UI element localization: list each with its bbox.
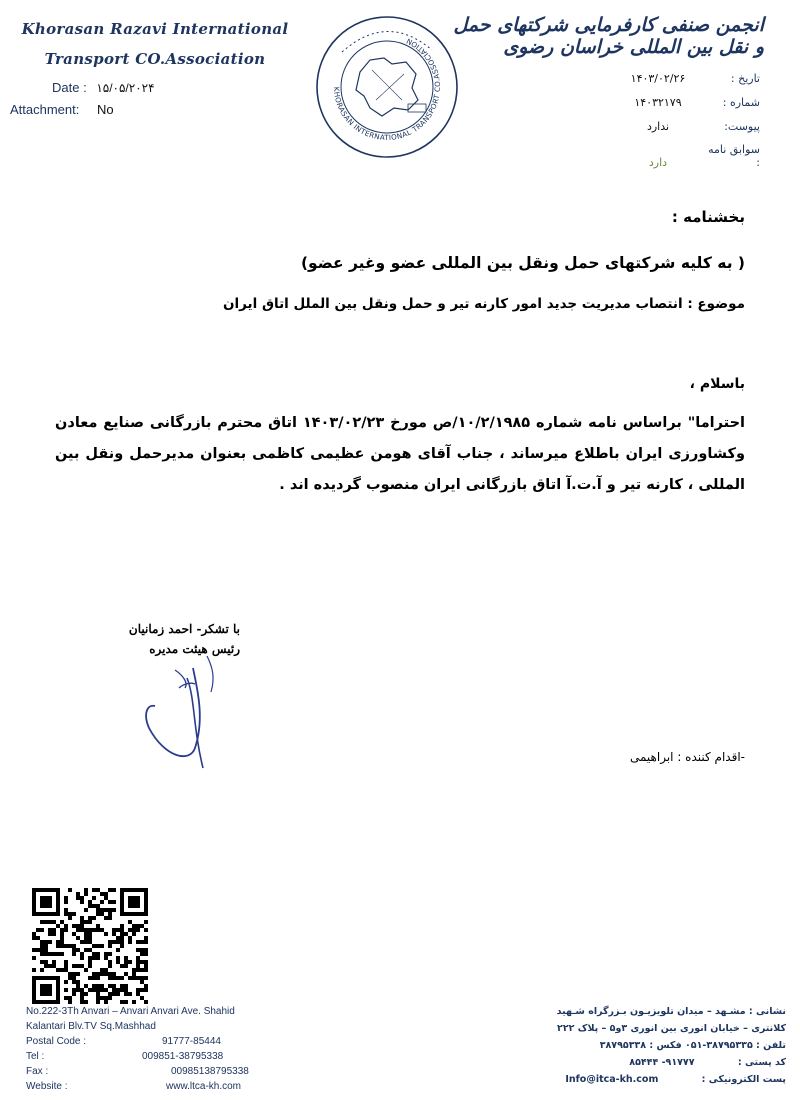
letter-body: احتراما" براساس نامه شماره ۱۰/۲/۱۹۸۵/ص مورخ ۱۴۰۳/۰۲/۲۳ اتاق محترم بازرگانی صنایع معادن وکشاورزی ایران باطلاع میرساند ، جناب آقای هومن عظیمی کاظمی بعنوان مدیرحمل ونقل بین المللی ، کارنه تیر و آ.ت.آ اتاق بازرگانی ایران منصوب گردیده اند .	[55, 415, 745, 493]
footer-postal-value: 91777-85444	[162, 1036, 221, 1047]
meta-number-value: ۱۴۰۳۲۱۷۹	[634, 96, 682, 109]
attachment-value: No	[97, 102, 114, 117]
meta-attachment-row	[560, 120, 760, 133]
footer-website-label: Website :	[26, 1081, 68, 1092]
meta-date-row	[560, 72, 760, 85]
letter-greeting: باسلام ،	[689, 376, 745, 392]
logo-ring-text: KHORASAN INTERNATIONAL TRANSPORT CO.ASSOCIATION	[331, 36, 443, 143]
meta-attachment-value: ندارد	[646, 120, 670, 133]
qr-code-icon	[32, 888, 148, 1004]
letter-recipients: ( به کلیه شرکتهای حمل ونقل بین المللی عضو وغیر عضو)	[300, 254, 745, 272]
meta-number-label: شماره :	[722, 96, 760, 109]
footer-fax-value: 00985138795338	[171, 1066, 249, 1077]
meta-attachment-label: پیوست:	[724, 120, 760, 133]
letter-subject: موضوع : انتصاب مدیریت جدید امور کارنه تیر و حمل ونقل بین الملل اتاق ایران	[223, 296, 745, 312]
svg-text:KHORASAN INTERNATIONAL TRANSPO	[332, 36, 442, 142]
footer-website-row	[26, 1081, 286, 1096]
attachment-label: Attachment:	[10, 102, 80, 117]
footer-fa-email-row	[546, 1074, 786, 1091]
footer-tel-value: 009851-38795338	[142, 1051, 224, 1062]
footer-postal-row	[26, 1036, 286, 1051]
footer-fa-postal-label: کد پستی :	[737, 1057, 786, 1068]
footer-fax-label: Fax :	[26, 1066, 49, 1077]
footer-fa-phone: تلفن : ۳۸۷۹۵۳۳۵-۰۵۱ فکس : ۳۸۷۹۵۳۳۸	[599, 1040, 786, 1051]
meta-history-value: دارد	[648, 156, 668, 169]
footer-address-line2: Kalantari Blv.TV Sq.Mashhad	[26, 1021, 156, 1032]
footer-fax-row	[26, 1066, 286, 1081]
date-value: ۱۵/۰۵/۲۰۲۴	[96, 81, 155, 95]
association-logo	[312, 12, 462, 162]
signature-line1: با تشکر- احمد زمانیان	[128, 622, 240, 636]
attachment-row	[10, 102, 114, 117]
footer-website-link[interactable]: www.ltca-kh.com	[166, 1081, 242, 1092]
footer-fa-email-link[interactable]: Info@itca-kh.com	[565, 1074, 659, 1085]
footer-tel-label: Tel :	[26, 1051, 45, 1062]
meta-date-value: ۱۴۰۳/۰۲/۲۶	[630, 72, 686, 85]
org-name-fa: انجمن صنفی کارفرمایی شرکتهای حمل و نقل بین المللی خراسان رضوی	[453, 14, 764, 58]
handwritten-signature	[135, 648, 245, 778]
letter-heading: بخشنامه :	[671, 208, 745, 226]
footer-fa-postal-value: ۹۱۷۷۷- ۸۵۴۴۴	[629, 1057, 695, 1068]
action-by: -اقدام کننده : ابراهیمی	[629, 750, 745, 764]
logo-seal-icon	[312, 12, 462, 162]
footer-fa-postal-row	[546, 1057, 786, 1074]
date-row	[52, 80, 155, 95]
org-name-en-line2: Transport CO.Association	[44, 50, 266, 68]
footer-contact-fa	[546, 1006, 786, 1091]
qr-code	[32, 888, 148, 1004]
meta-number-row	[560, 96, 760, 109]
footer-address-line1: No.222-3Th Anvari – Anvari Anvari Ave. Shahid	[26, 1006, 235, 1017]
meta-date-label: تاریخ :	[730, 72, 760, 85]
meta-history-row	[560, 143, 760, 169]
footer-fa-address-line2: کلانتری – خیابان انوری بین انوری ۳و۵ – پلاک ۲۲۲	[557, 1023, 786, 1034]
footer-fa-email-label: پست الکترونیکی :	[701, 1074, 786, 1085]
footer-contact-en	[26, 1006, 286, 1096]
footer-tel-row	[26, 1051, 286, 1066]
footer-fa-address-line1: نشانی : مشـهد – میدان تلویزیـون بـزرگراه شـهید	[556, 1006, 786, 1017]
meta-history-label: سوابق نامه :	[708, 143, 760, 169]
org-name-en-line1: Khorasan Razavi International	[21, 20, 289, 38]
signature-line2: رئیس هیئت مدیره	[149, 642, 240, 656]
footer-postal-label: Postal Code :	[26, 1036, 87, 1047]
signature-scribble-icon	[135, 648, 245, 778]
date-label: Date :	[52, 80, 87, 95]
